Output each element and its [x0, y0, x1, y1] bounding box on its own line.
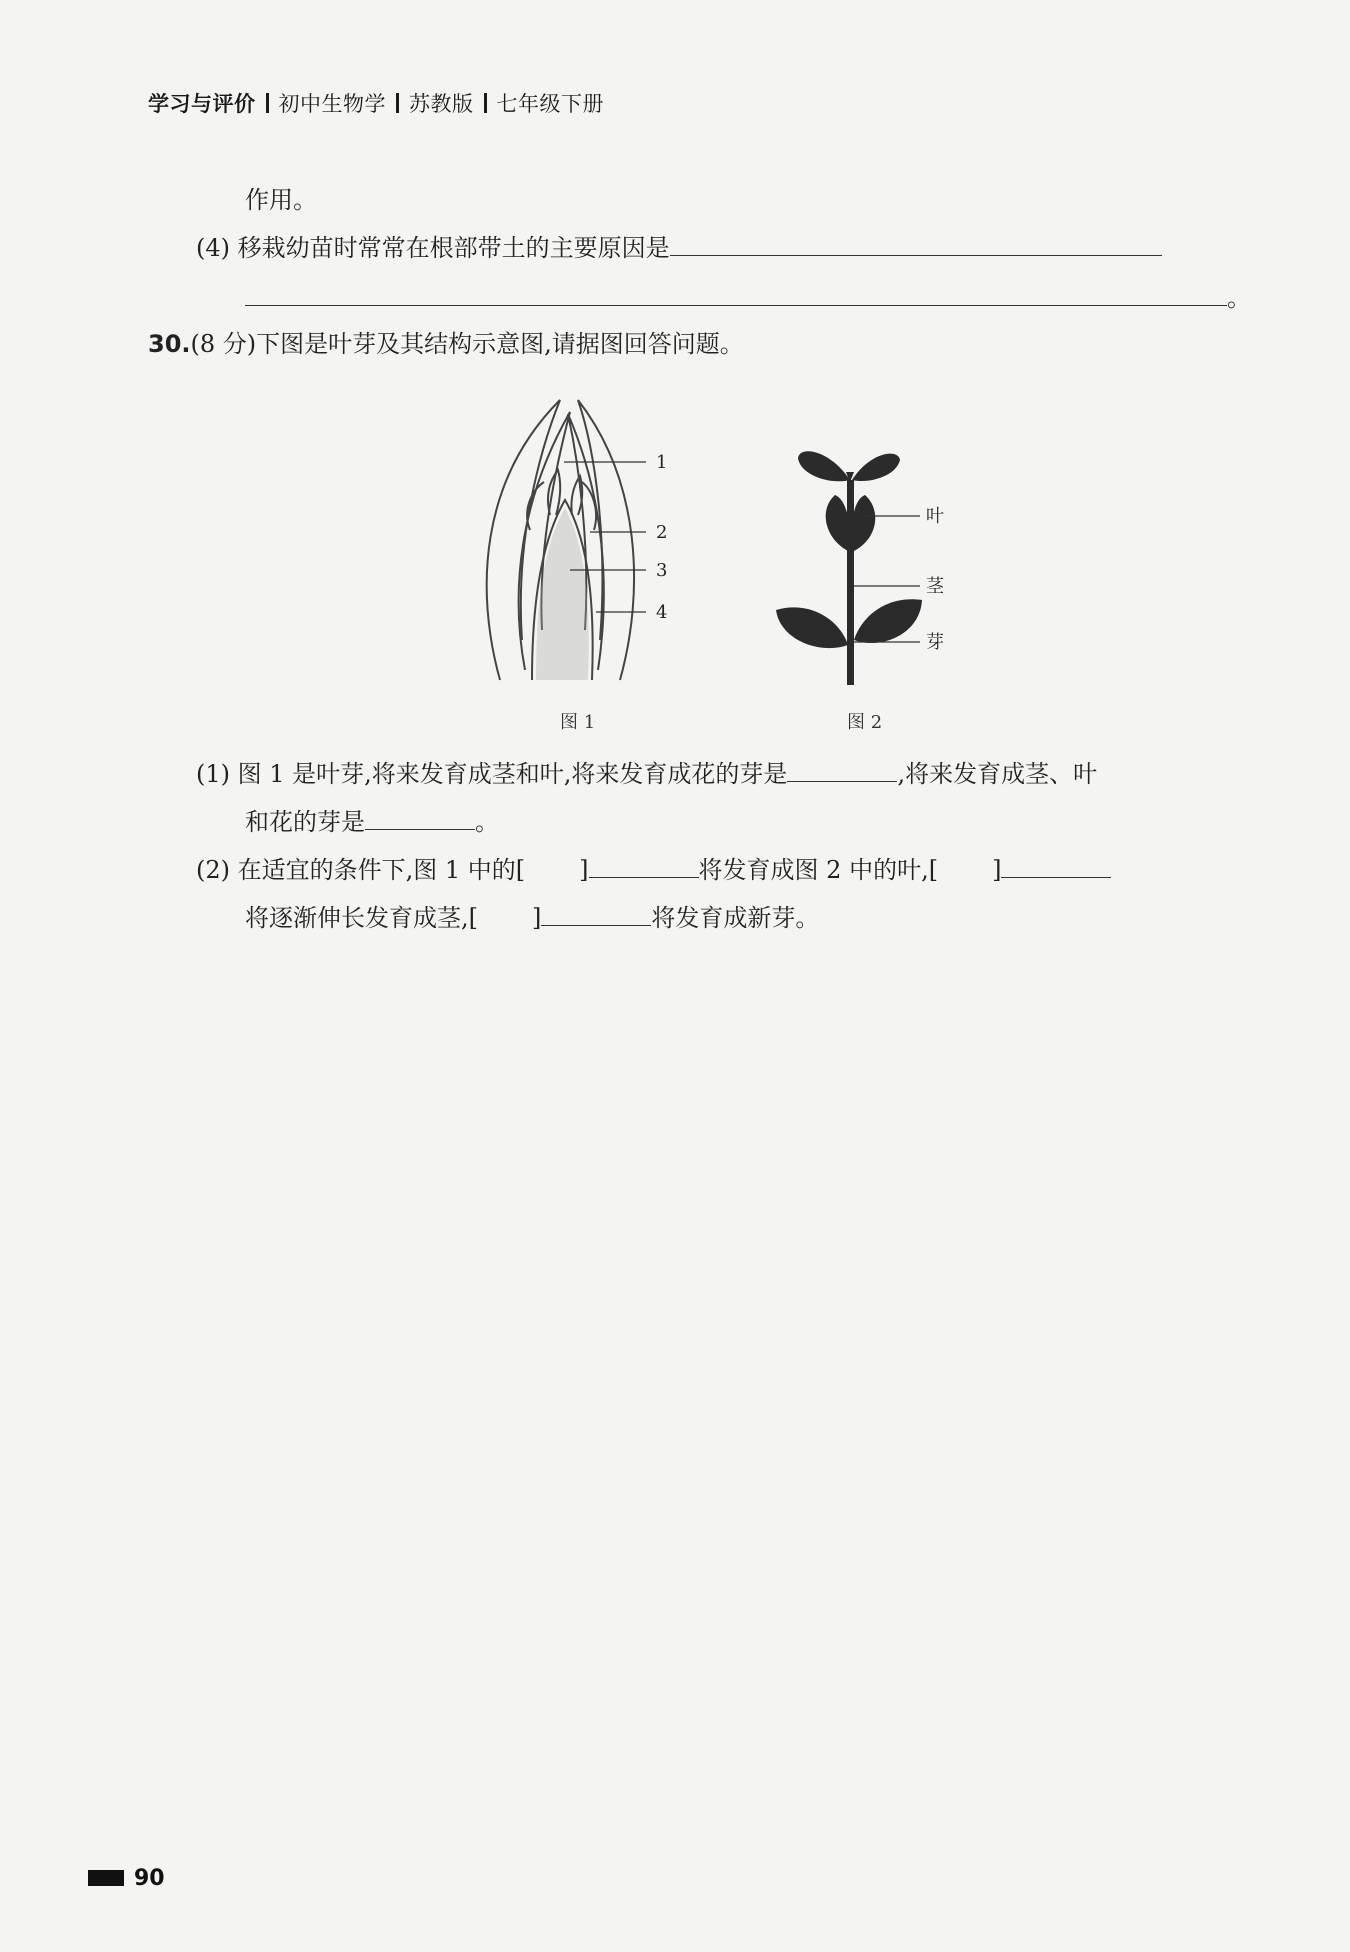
fig1-label-2: 2 — [656, 522, 668, 543]
running-header — [148, 88, 604, 118]
figure-1-caption: 图 1 — [560, 712, 596, 733]
figure-2-caption: 图 2 — [847, 712, 883, 733]
answer-blank[interactable] — [670, 255, 1162, 256]
subquestion-text: ,将来发育成茎、叶 — [897, 760, 1098, 788]
subquestion-text: 将逐渐伸长发育成茎,[ — [245, 904, 478, 932]
answer-blank-mixed-bud[interactable] — [365, 829, 475, 830]
subquestion-label: (4) — [196, 234, 230, 262]
page-number-bar — [88, 1870, 124, 1886]
bracket-close: ] — [532, 904, 542, 932]
subquestion-text: 在适宜的条件下,图 1 中的[ — [237, 856, 526, 884]
bracket-close: ] — [579, 856, 589, 884]
answer-blank[interactable] — [245, 305, 1227, 306]
sentence-end: 。 — [1227, 284, 1251, 312]
book-title: 学习与评价 — [148, 92, 256, 116]
question-number: 30. — [148, 330, 191, 358]
fig1-label-3: 3 — [656, 560, 668, 581]
page-number-text: 90 — [134, 1866, 165, 1891]
subject-title: 初中生物学 — [278, 92, 386, 116]
grade-title: 七年级下册 — [496, 92, 604, 116]
question-30-1-line2 — [245, 802, 499, 837]
continuation-text: 作用。 — [245, 186, 317, 214]
question-30-2-line2 — [245, 898, 819, 933]
edition-title: 苏教版 — [409, 92, 474, 116]
fig1-label-4: 4 — [656, 602, 668, 623]
subquestion-text: 图 1 是叶芽,将来发育成茎和叶,将来发育成花的芽是 — [237, 760, 788, 788]
header-separator — [484, 93, 487, 113]
question-30-1 — [196, 754, 1097, 789]
subquestion-text: 将发育成新芽。 — [651, 904, 820, 932]
mid-left-leaf — [826, 495, 851, 552]
subquestion-text: 移栽幼苗时常常在根部带土的主要原因是 — [237, 234, 670, 262]
answer-blank-flower-bud[interactable] — [787, 781, 897, 782]
figure-1-leaf-bud — [470, 390, 690, 690]
page-number — [88, 1866, 165, 1891]
header-separator — [396, 93, 399, 113]
question-30-2 — [196, 850, 1111, 885]
top-left-leaf — [798, 451, 850, 481]
lower-left-leaf — [776, 607, 848, 648]
subquestion-text: 将发育成图 2 中的叶,[ — [698, 856, 939, 884]
figure-2-branch — [770, 440, 970, 690]
subquestion-label: (2) — [196, 856, 230, 884]
question-text: (8 分)下图是叶芽及其结构示意图,请据图回答问题。 — [190, 330, 744, 358]
mid-right-leaf — [851, 495, 875, 552]
fig2-label-stem: 茎 — [926, 576, 944, 597]
question-29-4 — [196, 228, 1162, 263]
fig2-label-leaf: 叶 — [926, 506, 944, 527]
question-29-4-line2 — [245, 278, 1251, 313]
bracket-close: ] — [992, 856, 1002, 884]
bud-axis-texture — [536, 508, 589, 680]
stem-shape — [847, 480, 854, 685]
header-separator — [266, 93, 269, 113]
fig1-label-1: 1 — [656, 452, 668, 473]
sentence-end: 。 — [475, 808, 499, 836]
question-30-intro — [148, 324, 744, 359]
fig2-label-bud: 芽 — [926, 632, 944, 653]
answer-blank[interactable] — [541, 925, 651, 926]
subquestion-label: (1) — [196, 760, 230, 788]
answer-blank[interactable] — [1001, 877, 1111, 878]
subquestion-text: 和花的芽是 — [245, 808, 365, 836]
top-right-leaf — [852, 454, 900, 481]
answer-blank[interactable] — [589, 877, 699, 878]
lower-right-leaf — [854, 599, 922, 643]
